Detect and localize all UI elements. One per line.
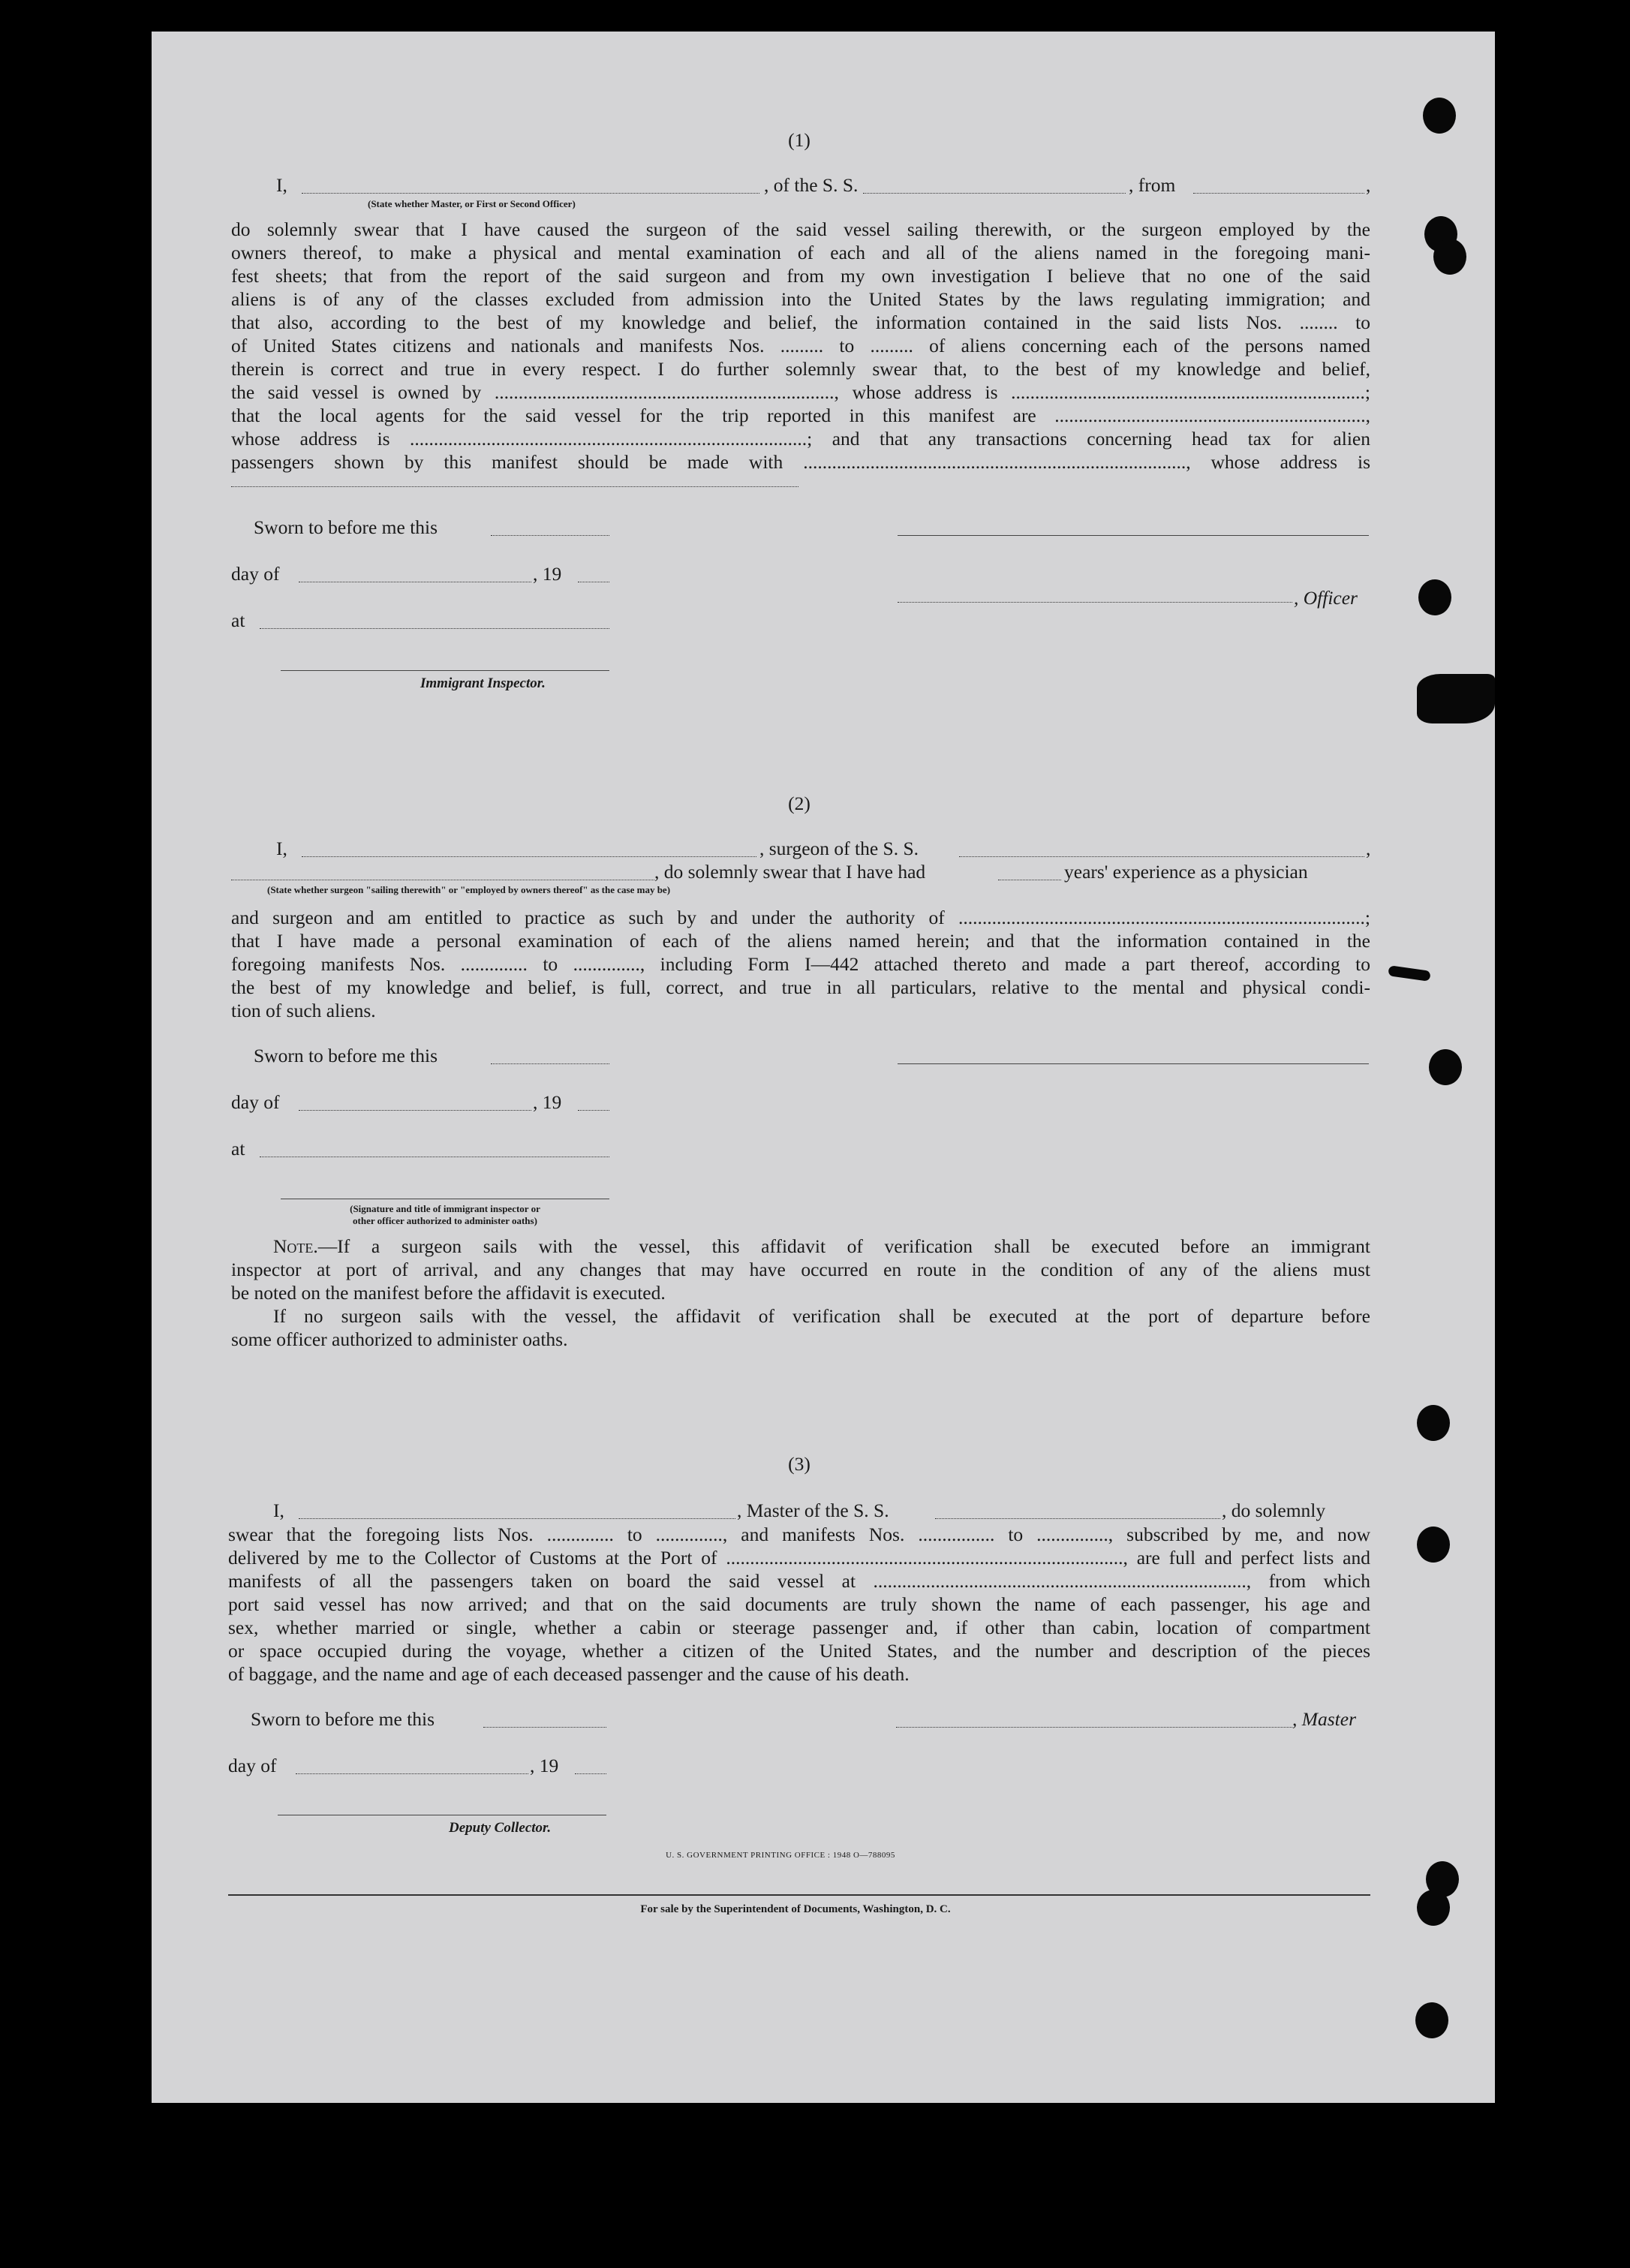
collector-label: Deputy Collector. — [449, 1820, 552, 1836]
note-label: Note. — [273, 1235, 318, 1257]
of-the-ss-label: , of the S. S. — [764, 174, 859, 196]
master-vessel-field[interactable] — [935, 1518, 1220, 1519]
day-of-label: day of — [231, 563, 280, 585]
note-line: be noted on the manifest before the affidavit is executed. — [231, 1282, 666, 1304]
master-name-field[interactable] — [299, 1518, 735, 1519]
surgeon-vessel-field[interactable] — [959, 856, 1364, 857]
sworn-label: Sworn to before me this — [254, 1045, 438, 1066]
year-label: , 19 — [530, 1755, 559, 1776]
section-2-line: the best of my knowledge and belief, is full, correct, and true in all particulars, relative to the mental and physical condi- — [231, 976, 1370, 998]
month-field[interactable] — [296, 1773, 528, 1774]
officer-label: , Officer — [1294, 587, 1358, 609]
section-3-paragraph — [228, 1523, 1370, 1686]
section-1-line: fest sheets; that from the report of the said surgeon and from my own investigation I believe that no one of the said — [231, 265, 1370, 287]
section-1-number: (1) — [788, 129, 810, 151]
day-of-label: day of — [228, 1755, 277, 1776]
master-hint: (State whether Master, or First or Second Officer) — [368, 198, 576, 209]
note-line: some officer authorized to administer oaths. — [231, 1328, 568, 1350]
for-sale-notice: For sale by the Superintendent of Documents, Washington, D. C. — [640, 1903, 951, 1915]
sworn-date-field[interactable] — [483, 1727, 606, 1728]
section-1-line: whose address is ...................................................................................; and that any transactions concerning head tax for alien — [231, 428, 1370, 450]
note-text: If no surgeon sails with the vessel, the affidavit of verification shall be executed at the port of departure before — [273, 1305, 1370, 1327]
note-line — [231, 1235, 1370, 1258]
year-label: , 19 — [533, 1091, 562, 1113]
section-3-line: delivered by me to the Collector of Customs at the Port of ..................................................................................., are full and perfect lists and — [228, 1547, 1370, 1569]
section-1-line: aliens is of any of the classes excluded from admission into the United States by the laws regulating immigration; and — [231, 288, 1370, 310]
note-paragraph — [231, 1235, 1370, 1351]
section-3-line: port said vessel has now arrived; and that on the said documents are truly shown the name of each passenger, his age and — [228, 1593, 1370, 1615]
punch-hole — [1417, 1890, 1450, 1926]
swear-label: , do solemnly swear that I have had — [654, 861, 926, 883]
section-3-intro: I, — [273, 1499, 284, 1521]
punch-hole — [1429, 1049, 1462, 1085]
at-label: at — [231, 609, 245, 631]
section-3-line: manifests of all the passengers taken on board the said vessel at .............................................................................., from which — [228, 1570, 1370, 1592]
section-2-line: tion of such aliens. — [231, 1000, 376, 1021]
from-label: , from — [1129, 174, 1176, 196]
section-1-paragraph — [231, 218, 1370, 474]
year-field[interactable] — [578, 1110, 609, 1111]
note-line: inspector at port of arrival, and any changes that may have occurred en route in the condition of any of the aliens must — [231, 1259, 1370, 1280]
inspector-label: Immigrant Inspector. — [420, 675, 546, 691]
edge-tear — [1417, 674, 1495, 723]
comma: , — [1366, 838, 1371, 859]
sworn-date-field[interactable] — [491, 1063, 609, 1064]
section-1-line: of United States citizens and nationals and manifests Nos. ......... to ......... of aliens concerning each of the persons named — [231, 335, 1370, 356]
section-1-line: therein is correct and true in every respect. I do further solemnly swear that, to the best of my knowledge and belief, — [231, 358, 1370, 380]
section-2-line: foregoing manifests Nos. .............. to .............., including Form I—442 attached thereto and made a part thereof, according to — [231, 953, 1370, 975]
surgeon-signature-line[interactable] — [898, 1063, 1369, 1064]
officer-name-field[interactable] — [302, 193, 759, 194]
sworn-date-field[interactable] — [491, 535, 609, 536]
at-label: at — [231, 1138, 245, 1160]
surgeon-name-field[interactable] — [302, 856, 756, 857]
section-1-line: do solemnly swear that I have caused the surgeon of the said vessel sailing therewith, or the surgeon employed by the — [231, 218, 1370, 240]
agent-address-field[interactable] — [231, 486, 798, 487]
at-place-field[interactable] — [260, 628, 609, 629]
section-2-paragraph — [231, 906, 1370, 1022]
punch-hole — [1433, 239, 1466, 275]
footer-rule — [228, 1894, 1370, 1896]
sworn-label: Sworn to before me this — [251, 1708, 435, 1730]
section-3-number: (3) — [788, 1453, 810, 1475]
punch-hole — [1415, 2002, 1448, 2038]
section-1-line: that the local agents for the said vessel for the trip reported in this manifest are ................................................................., — [231, 405, 1370, 426]
section-1-line: passengers shown by this manifest should be made with ................................................................................, whose address is — [231, 451, 1370, 473]
day-of-label: day of — [231, 1091, 280, 1113]
vessel-name-field[interactable] — [863, 193, 1126, 194]
month-field[interactable] — [299, 1110, 531, 1111]
surgeon-hint: (State whether surgeon "sailing therewith" or "employed by owners thereof" as the case may be) — [267, 884, 671, 895]
section-3-line: swear that the foregoing lists Nos. .............. to .............., and manifests Nos. ................ to ..............., subscribed by me, and now — [228, 1524, 1370, 1545]
section-1-line: that also, according to the best of my knowledge and belief, the information contained in the said lists Nos. ........ to — [231, 311, 1370, 333]
officer-title-field[interactable] — [898, 602, 1292, 603]
section-2-intro: I, — [276, 838, 287, 859]
master-label: , Master — [1292, 1708, 1356, 1730]
signature-hint: other officer authorized to administer oaths) — [353, 1215, 537, 1226]
comma: , — [1366, 174, 1371, 196]
section-3-line: or space occupied during the voyage, whether a citizen of the United States, and the number and description of the pieces — [228, 1640, 1370, 1662]
from-port-field[interactable] — [1193, 193, 1364, 194]
do-solemnly-label: , do solemnly — [1222, 1499, 1326, 1521]
printing-office-imprint: U. S. GOVERNMENT PRINTING OFFICE : 1948 O—788095 — [666, 1851, 895, 1860]
section-2-line: that I have made a personal examination of each of the aliens named herein; and that the information contained in the — [231, 930, 1370, 952]
punch-hole — [1423, 98, 1456, 134]
year-label: , 19 — [533, 563, 562, 585]
section-3-line: sex, whether married or single, whether a cabin or steerage passenger and, if other than cabin, location of compartment — [228, 1617, 1370, 1638]
punch-hole — [1417, 1527, 1450, 1563]
officer-signature-line[interactable] — [898, 535, 1369, 536]
note-line — [231, 1304, 1370, 1328]
section-2-number: (2) — [788, 793, 810, 814]
master-signature-field[interactable] — [896, 1727, 1292, 1728]
note-text: —If a surgeon sails with the vessel, this affidavit of verification shall be executed before an immigrant — [317, 1235, 1370, 1257]
section-1-line: owners thereof, to make a physical and mental examination of each and all of the aliens named in the foregoing mani- — [231, 242, 1370, 263]
inspector-signature-line[interactable] — [281, 670, 609, 671]
section-1-line: the said vessel is owned by ......................................................................., whose address is ..........................................................................; — [231, 381, 1370, 403]
year-field[interactable] — [575, 1773, 606, 1774]
section-1-intro: I, — [276, 174, 287, 196]
section-2-line: and surgeon and am entitled to practice as such by and under the authority of .....................................................................................; — [231, 907, 1370, 928]
years-label: years' experience as a physician — [1064, 861, 1308, 883]
sworn-label: Sworn to before me this — [254, 516, 438, 538]
punch-hole — [1417, 1405, 1450, 1441]
master-of-label: , Master of the S. S. — [737, 1499, 889, 1521]
section-3-line: of baggage, and the name and age of each deceased passenger and the cause of his death. — [228, 1663, 910, 1685]
surgeon-of-label: , surgeon of the S. S. — [759, 838, 919, 859]
signature-hint: (Signature and title of immigrant inspector or — [350, 1203, 540, 1214]
punch-hole — [1418, 579, 1451, 615]
